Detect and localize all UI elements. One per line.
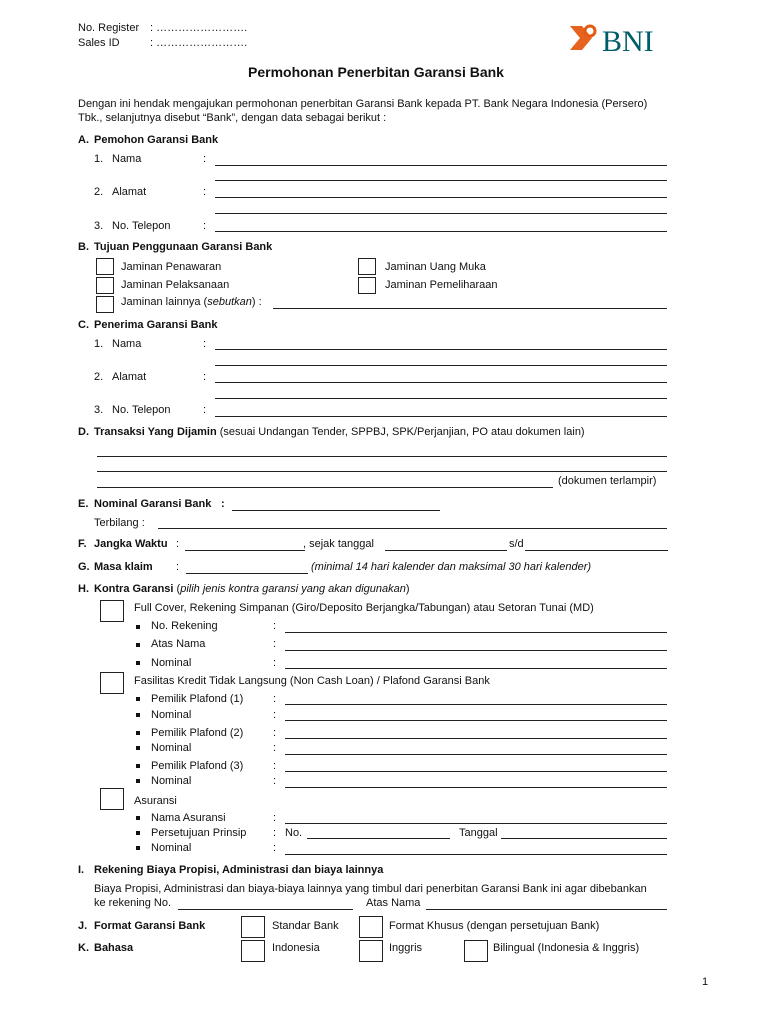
h-opt3-title: Asuransi [134, 795, 177, 807]
a-nama-colon: : [203, 153, 207, 165]
section-h-heading: Kontra Garansi (pilih jenis kontra garansi yang akan digunakan) [94, 583, 410, 595]
c-alamat-field[interactable] [215, 382, 667, 383]
section-d-heading: Transaksi Yang Dijamin (sesuai Undangan Tender, SPPBJ, SPK/Perjanjian, PO atau dokumen lain) [94, 426, 585, 438]
sales-id-label: Sales ID [78, 37, 120, 49]
sales-id-value: : ……………………. [150, 37, 248, 49]
c-nama-num: 1. [94, 338, 104, 350]
h-nama-asuransi-label: Nama Asuransi [151, 812, 226, 824]
c-telepon-field[interactable] [215, 416, 667, 417]
checkbox-asuransi[interactable] [100, 788, 124, 810]
c-nama-field[interactable] [215, 349, 667, 350]
section-i-title: Rekening Biaya Propisi, Administrasi dan biaya lainnya [94, 864, 384, 876]
section-k-title: Bahasa [94, 942, 134, 954]
bullet [136, 713, 140, 717]
register-label: No. Register [78, 22, 140, 34]
bullet [136, 831, 140, 835]
checkbox-bahasa-indonesia[interactable] [241, 940, 265, 962]
h-pemilik-1-nominal-label: Nominal [151, 709, 192, 721]
checkbox-jaminan-penawaran[interactable] [96, 258, 114, 275]
a-nama-field[interactable] [215, 165, 667, 166]
k-indonesia-label: Indonesia [272, 942, 320, 954]
section-d-letter: D. [78, 426, 89, 438]
g-colon: : [176, 561, 180, 573]
bni-logo [568, 22, 678, 54]
h-nama-asuransi-colon: : [273, 812, 277, 824]
h-no-rekening-colon: : [273, 620, 277, 632]
register-value: : ……………………. [150, 22, 248, 34]
checkbox-jaminan-uang-muka[interactable] [358, 258, 376, 275]
label-jaminan-uang-muka: Jaminan Uang Muka [385, 261, 486, 273]
bullet [136, 643, 140, 647]
bullet [136, 697, 140, 701]
section-c-title: Penerima Garansi Bank [94, 319, 218, 331]
c-telepon-num: 3. [94, 404, 104, 416]
checkbox-format-khusus[interactable] [359, 916, 383, 938]
c-nama-field-2[interactable] [215, 365, 667, 366]
h-pemilik-3-label: Pemilik Plafond (3) [151, 760, 244, 772]
section-b-title: Tujuan Penggunaan Garansi Bank [94, 241, 273, 253]
h-opt1-title: Full Cover, Rekening Simpanan (Giro/Deposito Berjangka/Tabungan) atau Setoran Tunai (MD) [134, 602, 594, 614]
d-dokumen-terlampir: (dokumen terlampir) [558, 475, 657, 487]
section-c-letter: C. [78, 319, 89, 331]
section-j-title: Format Garansi Bank [94, 920, 206, 932]
h-pemilik-2-nominal-colon: : [273, 742, 277, 754]
section-a-letter: A. [78, 134, 89, 146]
h-pemilik-1-label: Pemilik Plafond (1) [151, 693, 244, 705]
checkbox-jaminan-pemeliharaan[interactable] [358, 277, 376, 294]
h-pemilik-2-nominal-label: Nominal [151, 742, 192, 754]
section-b-letter: B. [78, 241, 89, 253]
page-number: 1 [702, 976, 709, 988]
a-telepon-field[interactable] [215, 231, 667, 232]
jaminan-lainnya-field[interactable] [273, 308, 667, 309]
h-pemilik-2-nominal-field[interactable] [285, 754, 667, 755]
h-opt1-nominal-field[interactable] [285, 668, 667, 669]
f-sd-label: s/d [509, 538, 524, 550]
h-persetujuan-colon: : [273, 827, 277, 839]
section-j-letter: J. [78, 920, 88, 932]
h-pemilik-3-field[interactable] [285, 771, 667, 772]
e-terbilang-field[interactable] [158, 528, 667, 529]
h-persetujuan-label: Persetujuan Prinsip [151, 827, 247, 839]
h-opt1-nominal-colon: : [273, 657, 277, 669]
c-nama-label: Nama [112, 338, 142, 350]
bullet [136, 746, 140, 750]
a-alamat-field[interactable] [215, 197, 667, 198]
c-alamat-colon: : [203, 371, 207, 383]
section-g-title: Masa klaim [94, 561, 153, 573]
bullet [136, 625, 140, 629]
bullet [136, 779, 140, 783]
i-line-1: Biaya Propisi, Administrasi dan biaya-biaya lainnya yang timbul dari penerbitan Garansi Bank ini agar dibebankan [94, 883, 647, 895]
g-note: (minimal 14 hari kalender dan maksimal 30 hari kalender) [311, 561, 592, 573]
checkbox-jaminan-lainnya[interactable] [96, 296, 114, 313]
section-e-letter: E. [78, 498, 89, 510]
h-persetujuan-no-field[interactable] [307, 838, 450, 839]
h-opt1-nominal-label: Nominal [151, 657, 192, 669]
section-a-title: Pemohon Garansi Bank [94, 134, 219, 146]
checkbox-bahasa-bilingual[interactable] [464, 940, 488, 962]
checkbox-full-cover[interactable] [100, 600, 124, 622]
a-alamat-label: Alamat [112, 186, 147, 198]
bullet [136, 661, 140, 665]
a-telepon-colon: : [203, 220, 207, 232]
h-pemilik-3-nominal-colon: : [273, 775, 277, 787]
checkbox-standar-bank[interactable] [241, 916, 265, 938]
j-format-khusus-label: Format Khusus (dengan persetujuan Bank) [389, 920, 600, 932]
h-atas-nama-label: Atas Nama [151, 638, 206, 650]
bni-logo-text: BNI [602, 25, 654, 56]
c-alamat-label: Alamat [112, 371, 147, 383]
bullet [136, 764, 140, 768]
h-pemilik-1-field[interactable] [285, 704, 667, 705]
bullet [136, 731, 140, 735]
c-telepon-label: No. Telepon [112, 404, 171, 416]
a-nama-field-2[interactable] [215, 180, 667, 181]
section-k-letter: K. [78, 942, 89, 954]
f-colon: : [176, 538, 180, 550]
h-persetujuan-tanggal-label: Tanggal [459, 827, 498, 839]
a-alamat-colon: : [203, 186, 207, 198]
k-inggris-label: Inggris [389, 942, 423, 954]
h-atas-nama-field[interactable] [285, 650, 667, 651]
section-f-title: Jangka Waktu [94, 538, 168, 550]
label-jaminan-pemeliharaan: Jaminan Pemeliharaan [385, 279, 498, 291]
c-nama-colon: : [203, 338, 207, 350]
c-alamat-num: 2. [94, 371, 104, 383]
section-i-letter: I. [78, 864, 85, 876]
j-standar-bank-label: Standar Bank [272, 920, 339, 932]
i-atas-nama-field[interactable] [426, 909, 667, 910]
h-no-rekening-field[interactable] [285, 632, 667, 633]
bullet [136, 846, 140, 850]
h-opt3-nominal-label: Nominal [151, 842, 192, 854]
h-pemilik-1-nominal-field[interactable] [285, 720, 667, 721]
page-title: Permohonan Penerbitan Garansi Bank [248, 64, 504, 80]
e-terbilang-label: Terbilang : [94, 517, 145, 529]
checkbox-non-cash-loan[interactable] [100, 672, 124, 694]
c-alamat-field-2[interactable] [215, 398, 667, 399]
h-pemilik-2-label: Pemilik Plafond (2) [151, 727, 244, 739]
h-opt2-title: Fasilitas Kredit Tidak Langsung (Non Cash Loan) / Plafond Garansi Bank [134, 675, 490, 687]
h-persetujuan-no-label: No. [285, 827, 303, 839]
h-pemilik-1-nominal-colon: : [273, 709, 277, 721]
f-jangka-field[interactable] [185, 550, 305, 551]
intro-line-2: Tbk., selanjutnya disebut “Bank”, dengan data sebagai berikut : [78, 112, 387, 124]
bni-logo-mark [568, 22, 678, 56]
h-opt3-nominal-colon: : [273, 842, 277, 854]
a-telepon-label: No. Telepon [112, 220, 171, 232]
h-opt3-nominal-field[interactable] [285, 854, 667, 855]
h-pemilik-2-colon: : [273, 727, 277, 739]
a-nama-num: 1. [94, 153, 104, 165]
h-no-rekening-label: No. Rekening [151, 620, 218, 632]
i-line-2: ke rekening No. [94, 897, 172, 909]
d-transaksi-field-1[interactable] [97, 456, 667, 457]
label-jaminan-lainnya: Jaminan lainnya (sebutkan) : [121, 296, 262, 308]
k-bilingual-label: Bilingual (Indonesia & Inggris) [493, 942, 640, 954]
label-jaminan-penawaran: Jaminan Penawaran [121, 261, 222, 273]
section-g-letter: G. [78, 561, 90, 573]
f-sd-field[interactable] [525, 550, 668, 551]
d-transaksi-field-3[interactable] [97, 487, 553, 488]
h-pemilik-3-nominal-label: Nominal [151, 775, 192, 787]
a-telepon-num: 3. [94, 220, 104, 232]
c-telepon-colon: : [203, 404, 207, 416]
h-nama-asuransi-field[interactable] [285, 823, 667, 824]
h-persetujuan-tanggal-field[interactable] [501, 838, 667, 839]
h-atas-nama-colon: : [273, 638, 277, 650]
section-h-letter: H. [78, 583, 89, 595]
a-nama-label: Nama [112, 153, 142, 165]
section-e-title: Nominal Garansi Bank [94, 498, 212, 510]
checkbox-jaminan-pelaksanaan[interactable] [96, 277, 114, 294]
f-sejak-label: , sejak tanggal [303, 538, 374, 550]
h-pemilik-3-nominal-field[interactable] [285, 787, 667, 788]
label-jaminan-pelaksanaan: Jaminan Pelaksanaan [121, 279, 230, 291]
intro-line-1: Dengan ini hendak mengajukan permohonan penerbitan Garansi Bank kepada PT. Bank Negara Indonesia (Persero) [78, 98, 648, 110]
a-alamat-num: 2. [94, 186, 104, 198]
a-alamat-field-2[interactable] [215, 213, 667, 214]
checkbox-bahasa-inggris[interactable] [359, 940, 383, 962]
g-masa-klaim-field[interactable] [186, 573, 308, 574]
i-rekening-field[interactable] [178, 909, 353, 910]
d-transaksi-field-2[interactable] [97, 471, 667, 472]
h-pemilik-2-field[interactable] [285, 738, 667, 739]
section-f-letter: F. [78, 538, 87, 550]
f-sejak-field[interactable] [385, 550, 507, 551]
h-pemilik-3-colon: : [273, 760, 277, 772]
i-atas-nama-label: Atas Nama [366, 897, 421, 909]
e-colon: : [221, 498, 225, 510]
bullet [136, 816, 140, 820]
h-pemilik-1-colon: : [273, 693, 277, 705]
e-nominal-field[interactable] [232, 510, 440, 511]
